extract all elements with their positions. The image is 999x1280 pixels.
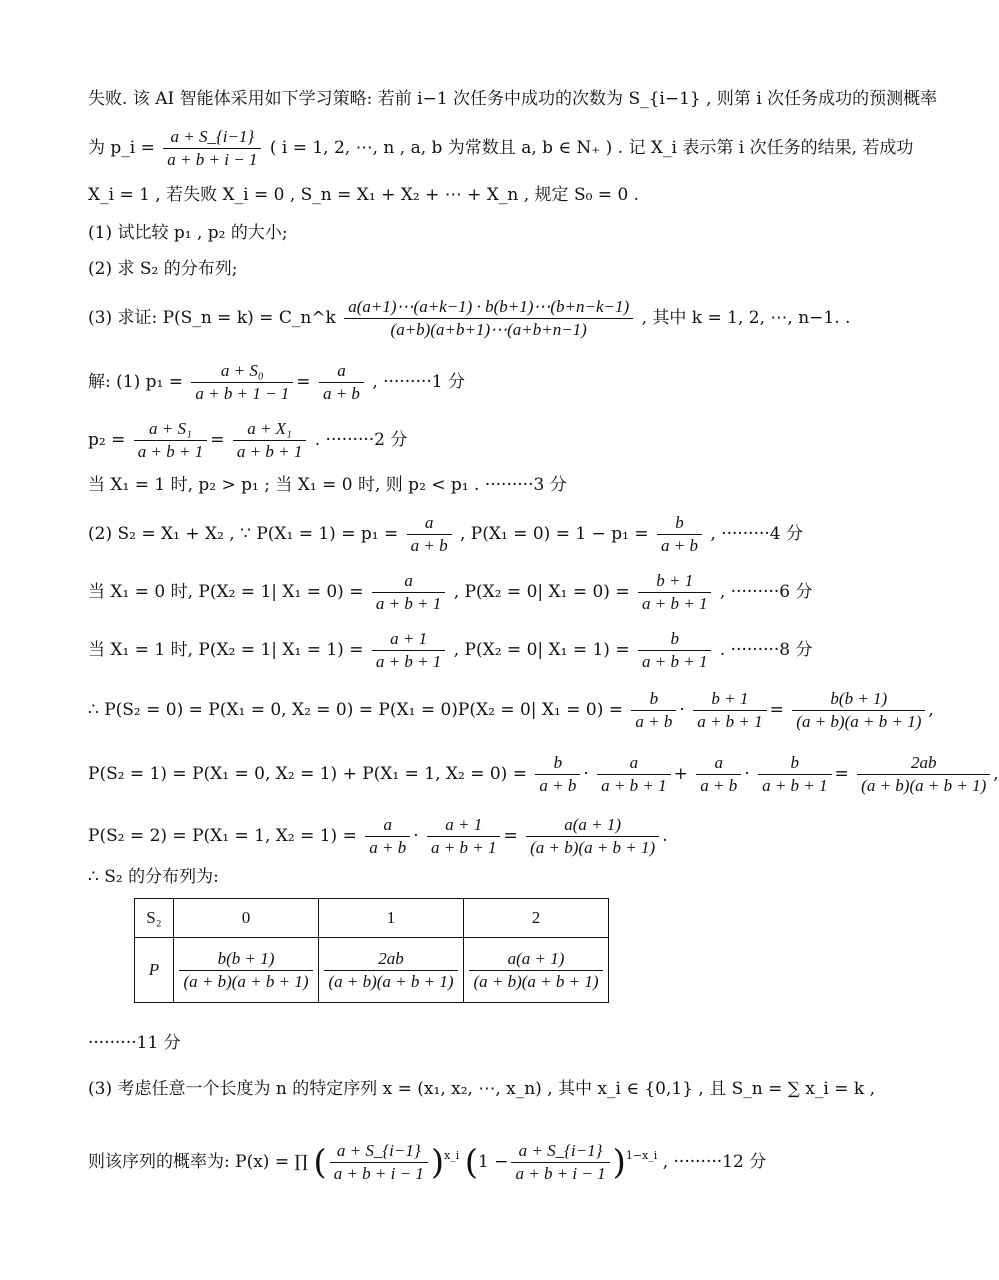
table-header-cell: 2 bbox=[464, 899, 609, 938]
fraction bbox=[233, 418, 306, 463]
fraction-numerator: a + S_{i−1} bbox=[511, 1140, 609, 1163]
line2-prefix: 为 p_i = bbox=[88, 138, 155, 158]
fraction bbox=[372, 570, 445, 615]
fraction-numerator: a bbox=[372, 570, 445, 593]
fraction-numerator: a + S₀ bbox=[191, 360, 293, 383]
fraction bbox=[191, 360, 293, 405]
question3-prefix: (3) 求证: P(S_n = k) = C_n^k bbox=[88, 308, 336, 328]
fraction bbox=[511, 1140, 609, 1185]
fraction-denominator: a + b bbox=[322, 384, 360, 403]
score-note: , ·········12 分 bbox=[662, 1152, 767, 1172]
line-prefix: (2) S₂ = X₁ + X₂ , ∵ P(X₁ = 1) = p₁ = bbox=[88, 524, 399, 544]
fraction-denominator: a + b bbox=[410, 536, 448, 555]
fraction bbox=[330, 1140, 428, 1185]
fraction-numerator: a + S_{i−1} bbox=[163, 126, 261, 149]
score-note-11: ·········11 分 bbox=[88, 1033, 181, 1053]
solution-2-line-3 bbox=[88, 628, 813, 673]
text-line-1: 失败. 该 AI 智能体采用如下学习策略: 若前 i−1 次任务中成功的次数为 S_{i−1} , 则第 i 次任务成功的预测概率 bbox=[88, 89, 938, 109]
score-note: , ·········1 分 bbox=[372, 372, 466, 392]
line2-suffix: ( i = 1, 2, ⋯, n , a, b 为常数且 a, b ∈ N₊ ) . 记 X_i 表示第 i 次任务的结果, 若成功 bbox=[269, 138, 914, 158]
solution-2-line-6: P(S₂ = 2) = P(X₁ = 1, X₂ = 1) = $\frac{a}{a + b}$ · $\frac{a + 1}{a + b + 1}$ = $\frac{a(a + 1)}{(a + b)(a + b + 1)}$ . bbox=[88, 815, 668, 857]
distribution-table bbox=[134, 898, 609, 1003]
fraction bbox=[792, 688, 925, 733]
fraction-numerator: a + 1 bbox=[372, 628, 445, 651]
fraction-numerator: a bbox=[696, 752, 741, 775]
table-cell bbox=[319, 938, 464, 1003]
fraction-numerator: b + 1 bbox=[638, 570, 711, 593]
fraction bbox=[857, 752, 990, 797]
line-prefix: 则该序列的概率为: P(x) = ∏ bbox=[88, 1152, 309, 1172]
fraction bbox=[597, 752, 670, 797]
table-header-cell: 0 bbox=[174, 899, 319, 938]
table-header-row bbox=[135, 899, 609, 938]
right-paren: ) bbox=[612, 1142, 626, 1183]
fraction-numerator: a(a + 1) bbox=[469, 948, 602, 971]
fraction-denominator: a + b bbox=[660, 536, 698, 555]
fraction-numerator: a(a + 1) bbox=[526, 814, 659, 837]
fraction-denominator: a + b + 1 bbox=[137, 442, 204, 461]
fraction-denominator: a + b + 1 − 1 bbox=[195, 384, 290, 403]
fraction-numerator: a + X₁ bbox=[233, 418, 306, 441]
fraction-numerator: a bbox=[407, 512, 452, 535]
fraction bbox=[407, 512, 452, 557]
fraction-numerator: a + S_{i−1} bbox=[330, 1140, 428, 1163]
fraction bbox=[427, 814, 500, 859]
fraction-denominator: a + b + 1 bbox=[642, 594, 708, 613]
fraction bbox=[526, 814, 659, 859]
question3-suffix: , 其中 k = 1, 2, ⋯, n−1. . bbox=[641, 308, 851, 328]
fraction-numerator: 2ab bbox=[857, 752, 990, 775]
fraction bbox=[693, 688, 766, 733]
fraction-denominator: a + b bbox=[369, 838, 407, 857]
fraction bbox=[469, 948, 602, 993]
fraction bbox=[324, 948, 457, 993]
line-middle: , P(X₂ = 0| X₁ = 0) = bbox=[453, 582, 630, 602]
fraction-denominator: (a + b)(a + b + 1) bbox=[530, 838, 656, 857]
distribution-heading: ∴ S₂ 的分布列为: bbox=[88, 867, 219, 887]
fraction-denominator: a + b bbox=[700, 776, 738, 795]
fraction bbox=[638, 570, 711, 615]
fraction-numerator: b bbox=[758, 752, 831, 775]
fraction-denominator: a + b + 1 bbox=[375, 652, 442, 671]
fraction-denominator: a + b bbox=[539, 776, 577, 795]
fraction-denominator: a + b + 1 bbox=[762, 776, 828, 795]
fraction bbox=[535, 752, 580, 797]
fraction-denominator: a + b + 1 bbox=[431, 838, 497, 857]
fraction-numerator: a bbox=[597, 752, 670, 775]
left-paren: ( bbox=[313, 1142, 327, 1183]
score-note: . ·········8 分 bbox=[719, 640, 813, 660]
fraction bbox=[365, 814, 410, 859]
fraction-denominator: a + b + i − 1 bbox=[167, 150, 258, 169]
fraction bbox=[319, 360, 364, 405]
fraction-denominator: (a + b)(a + b + 1) bbox=[328, 971, 454, 991]
fraction-denominator: a + b + i − 1 bbox=[515, 1164, 606, 1183]
table-header-cell: 1 bbox=[319, 899, 464, 938]
line-prefix: p₂ = bbox=[88, 430, 126, 450]
fraction bbox=[758, 752, 831, 797]
fraction-denominator: a + b + 1 bbox=[642, 652, 708, 671]
score-note: . ·········2 分 bbox=[314, 430, 408, 450]
right-paren: ) bbox=[430, 1142, 445, 1183]
line-prefix: ∴ P(S₂ = 0) = P(X₁ = 0, X₂ = 0) = P(X₁ = 0)P(X₂ = 0| X₁ = 0) = bbox=[88, 700, 623, 720]
left-paren: ( bbox=[464, 1142, 478, 1183]
fraction-numerator: a bbox=[319, 360, 364, 383]
one-minus: 1 − bbox=[478, 1152, 509, 1172]
fraction bbox=[134, 418, 207, 463]
table-header-cell: S₂ bbox=[135, 899, 174, 938]
line-prefix: 当 X₁ = 1 时, P(X₂ = 1| X₁ = 1) = bbox=[88, 640, 364, 660]
solution-prefix: 解: (1) p₁ = bbox=[88, 372, 183, 392]
solution-2-line-1 bbox=[88, 512, 803, 557]
fraction bbox=[657, 512, 702, 557]
fraction-denominator: (a+b)(a+b+1)⋯(a+b+n−1) bbox=[390, 320, 587, 339]
line-prefix: 当 X₁ = 0 时, P(X₂ = 1| X₁ = 0) = bbox=[88, 582, 364, 602]
fraction-numerator: a bbox=[365, 814, 410, 837]
score-note: , ·········6 分 bbox=[719, 582, 813, 602]
solution-1-line-1: 解: (1) p₁ = $\frac{\text{a + S₀}}{a + b + 1 - 1}$ = $\frac{a}{a + b}$ , ·········1 分 bbox=[88, 361, 466, 403]
table-row bbox=[135, 938, 609, 1003]
fraction-numerator: b(b + 1) bbox=[792, 688, 925, 711]
fraction-numerator: b bbox=[631, 688, 676, 711]
solution-3-line-2 bbox=[88, 1140, 766, 1185]
prob-formula-fraction bbox=[163, 126, 261, 171]
fraction-denominator: (a + b)(a + b + 1) bbox=[861, 776, 987, 795]
fraction-denominator: a + b + 1 bbox=[375, 594, 442, 613]
fraction-denominator: a + b + i − 1 bbox=[333, 1164, 424, 1183]
text-line-2 bbox=[88, 126, 913, 171]
fraction-numerator: b bbox=[638, 628, 711, 651]
fraction-denominator: (a + b)(a + b + 1) bbox=[473, 971, 599, 991]
fraction-denominator: a + b + 1 bbox=[697, 712, 763, 731]
question-1: (1) 试比较 p₁ , p₂ 的大小; bbox=[88, 223, 288, 243]
fraction-numerator: a + S₁ bbox=[134, 418, 207, 441]
exponent: x_i bbox=[444, 1149, 460, 1162]
solution-2-line-2 bbox=[88, 570, 813, 615]
fraction-denominator: a + b + 1 bbox=[236, 442, 303, 461]
fraction bbox=[179, 948, 312, 993]
fraction bbox=[372, 628, 445, 673]
solution-2-line-4: ∴ P(S₂ = 0) = P(X₁ = 0, X₂ = 0) = P(X₁ = 0)P(X₂ = 0| X₁ = 0) = $\frac{b}{a + b}$ · $\frac{b + 1}{a + b + 1}$ = $\frac{b(b + 1)}{(a + b)(a + b + 1)}$ , bbox=[88, 689, 934, 731]
fraction-numerator: a + 1 bbox=[427, 814, 500, 837]
question3-fraction bbox=[344, 296, 633, 341]
score-note: , ·········4 分 bbox=[710, 524, 804, 544]
line-prefix: P(S₂ = 1) = P(X₁ = 0, X₂ = 1) + P(X₁ = 1, X₂ = 0) = bbox=[88, 764, 527, 784]
fraction bbox=[696, 752, 741, 797]
fraction-numerator: b(b + 1) bbox=[179, 948, 312, 971]
fraction bbox=[631, 688, 676, 733]
line-middle: , P(X₂ = 0| X₁ = 1) = bbox=[453, 640, 630, 660]
fraction-denominator: (a + b)(a + b + 1) bbox=[183, 971, 309, 991]
table-cell bbox=[174, 938, 319, 1003]
table-row-label: P bbox=[135, 938, 174, 1003]
solution-3-line-1: (3) 考虑任意一个长度为 n 的特定序列 x = (x₁, x₂, ⋯, x_n) , 其中 x_i ∈ {0,1} , 且 S_n = ∑ x_i = k , bbox=[88, 1079, 875, 1099]
fraction-numerator: b + 1 bbox=[693, 688, 766, 711]
solution-1-line-3: 当 X₁ = 1 时, p₂ > p₁ ; 当 X₁ = 0 时, 则 p₂ < p₁ . ·········3 分 bbox=[88, 475, 567, 495]
fraction-denominator: a + b + 1 bbox=[601, 776, 667, 795]
fraction-numerator: 2ab bbox=[324, 948, 457, 971]
fraction-numerator: b bbox=[657, 512, 702, 535]
line-prefix: P(S₂ = 2) = P(X₁ = 1, X₂ = 1) = bbox=[88, 826, 357, 846]
fraction bbox=[638, 628, 711, 673]
question-2: (2) 求 S₂ 的分布列; bbox=[88, 259, 238, 279]
text-line-3: X_i = 1 , 若失败 X_i = 0 , S_n = X₁ + X₂ + ⋯ + X_n , 规定 S₀ = 0 . bbox=[88, 185, 640, 205]
question-3 bbox=[88, 296, 850, 341]
exponent: 1−x_i bbox=[625, 1149, 658, 1162]
fraction-numerator: a(a+1)⋯(a+k−1) · b(b+1)⋯(b+n−k−1) bbox=[344, 296, 633, 319]
fraction-denominator: a + b bbox=[635, 712, 673, 731]
line-middle: , P(X₁ = 0) = 1 − p₁ = bbox=[460, 524, 649, 544]
table-cell bbox=[464, 938, 609, 1003]
fraction-numerator: b bbox=[535, 752, 580, 775]
solution-2-line-5: P(S₂ = 1) = P(X₁ = 0, X₂ = 1) + P(X₁ = 1, X₂ = 0) = $\frac{b}{a + b}$ · $\frac{a}{a + b + 1}$ + $\frac{a}{a + b}$ · $\frac{b}{a + b + 1}$ = $\frac{2ab}{(a + b)(a + b + 1)}$ , bbox=[88, 753, 999, 795]
solution-1-line-2: p₂ = $\frac{\text{a + S₁}}{a + b + 1}$ = $\frac{\text{a + X₁}}{a + b + 1}$ . ·········2 分 bbox=[88, 419, 408, 461]
fraction-denominator: (a + b)(a + b + 1) bbox=[796, 712, 922, 731]
